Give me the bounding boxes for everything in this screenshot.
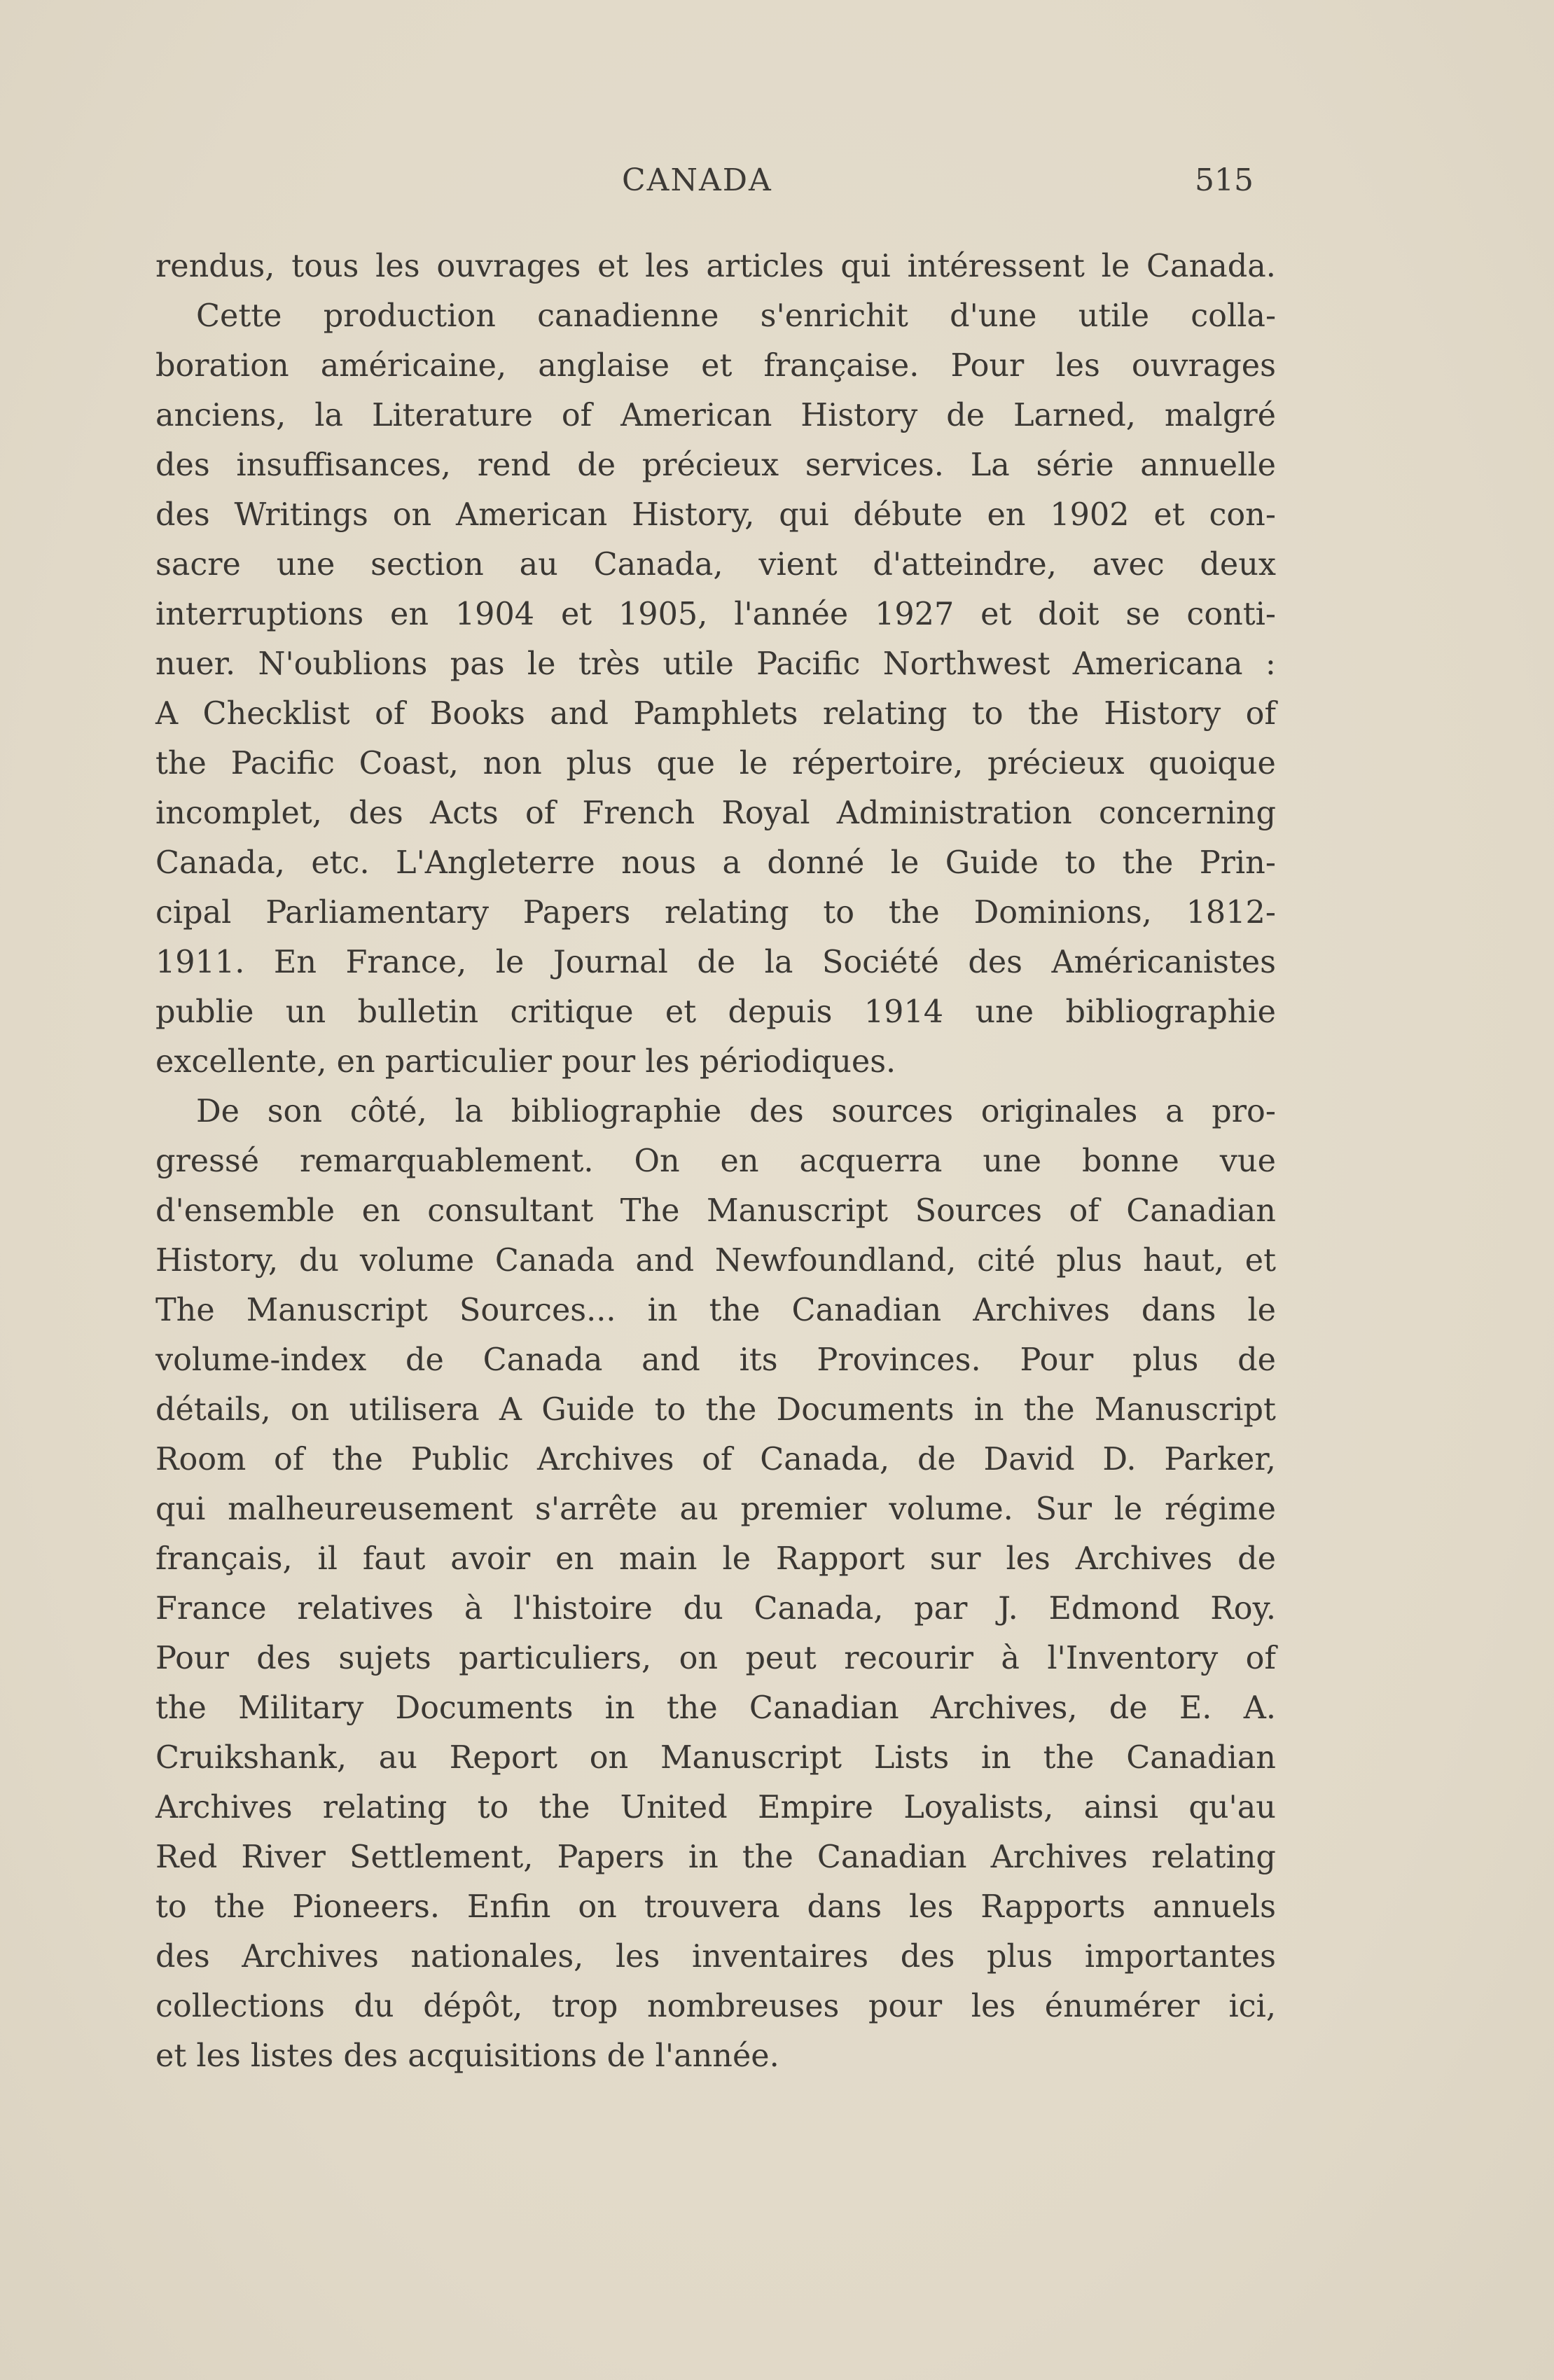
running-head-title: CANADA [622,162,772,198]
text-line: boration américaine, anglaise et française. Pour les ouvrages [155,348,1276,384]
text-line: Cruikshank, au Report on Manuscript Lists in the Canadian [155,1740,1276,1776]
text-line: the Pacific Coast, non plus que le répertoire, précieux quoique [155,746,1276,781]
text-line: the Military Documents in the Canadian Archives, de E. A. [155,1690,1276,1726]
text-line: des Writings on American History, qui débute en 1902 et con- [155,497,1276,533]
page-number: 515 [1195,162,1254,198]
text-line: Canada, etc. L'Angleterre nous a donné le Guide to the Prin- [155,845,1276,881]
text-line: Red River Settlement, Papers in the Canadian Archives relating [155,1839,1276,1875]
text-line: France relatives à l'histoire du Canada, par J. Edmond Roy. [155,1591,1276,1627]
text-line: des insuffisances, rend de précieux services. La série annuelle [155,447,1276,483]
text-line: A Checklist of Books and Pamphlets relating to the History of [155,696,1276,732]
text-line: 1911. En France, le Journal de la Société des Américanistes [155,945,1276,980]
text-line: volume-index de Canada and its Provinces. Pour plus de [155,1342,1276,1378]
running-head [0,162,1554,218]
text-line: nuer. N'oublions pas le très utile Pacific Northwest Americana : [155,646,1276,682]
text-line: d'ensemble en consultant The Manuscript Sources of Canadian [155,1193,1276,1229]
body-text [155,242,1276,2081]
text-line: publie un bulletin critique et depuis 1914 une bibliographie [155,994,1276,1030]
text-line: Cette production canadienne s'enrichit d'une utile colla- [196,298,1276,334]
text-line: History, du volume Canada and Newfoundland, cité plus haut, et [155,1243,1276,1279]
text-line: Pour des sujets particuliers, on peut recourir à l'Inventory of [155,1641,1276,1676]
text-line: The Manuscript Sources... in the Canadian Archives dans le [155,1293,1276,1328]
text-line: cipal Parliamentary Papers relating to the Dominions, 1812- [155,895,1276,931]
text-line: collections du dépôt, trop nombreuses pour les énumérer ici, [155,1989,1276,2024]
text-line: to the Pioneers. Enfin on trouvera dans les Rapports annuels [155,1889,1276,1925]
text-line: des Archives nationales, les inventaires des plus importantes [155,1939,1276,1975]
text-line: sacre une section au Canada, vient d'atteindre, avec deux [155,547,1276,583]
text-line: excellente, en particulier pour les périodiques. [155,1044,896,1080]
text-line: et les listes des acquisitions de l'année. [155,2038,779,2074]
text-line: interruptions en 1904 et 1905, l'année 1927 et doit se conti- [155,597,1276,632]
text-line: qui malheureusement s'arrête au premier volume. Sur le régime [155,1491,1276,1527]
text-line: rendus, tous les ouvrages et les articles qui intéressent le Canada. [155,249,1276,284]
text-line: gressé remarquablement. On en acquerra une bonne vue [155,1143,1276,1179]
text-line: Room of the Public Archives of Canada, de David D. Parker, [155,1442,1276,1477]
text-line: Archives relating to the United Empire Loyalists, ainsi qu'au [155,1790,1276,1825]
text-line: anciens, la Literature of American History de Larned, malgré [155,398,1276,433]
text-line: français, il faut avoir en main le Rapport sur les Archives de [155,1541,1276,1577]
text-line: détails, on utilisera A Guide to the Documents in the Manuscript [155,1392,1276,1428]
text-line: De son côté, la bibliographie des sources originales a pro- [196,1094,1276,1129]
text-line: incomplet, des Acts of French Royal Administration concerning [155,795,1276,831]
